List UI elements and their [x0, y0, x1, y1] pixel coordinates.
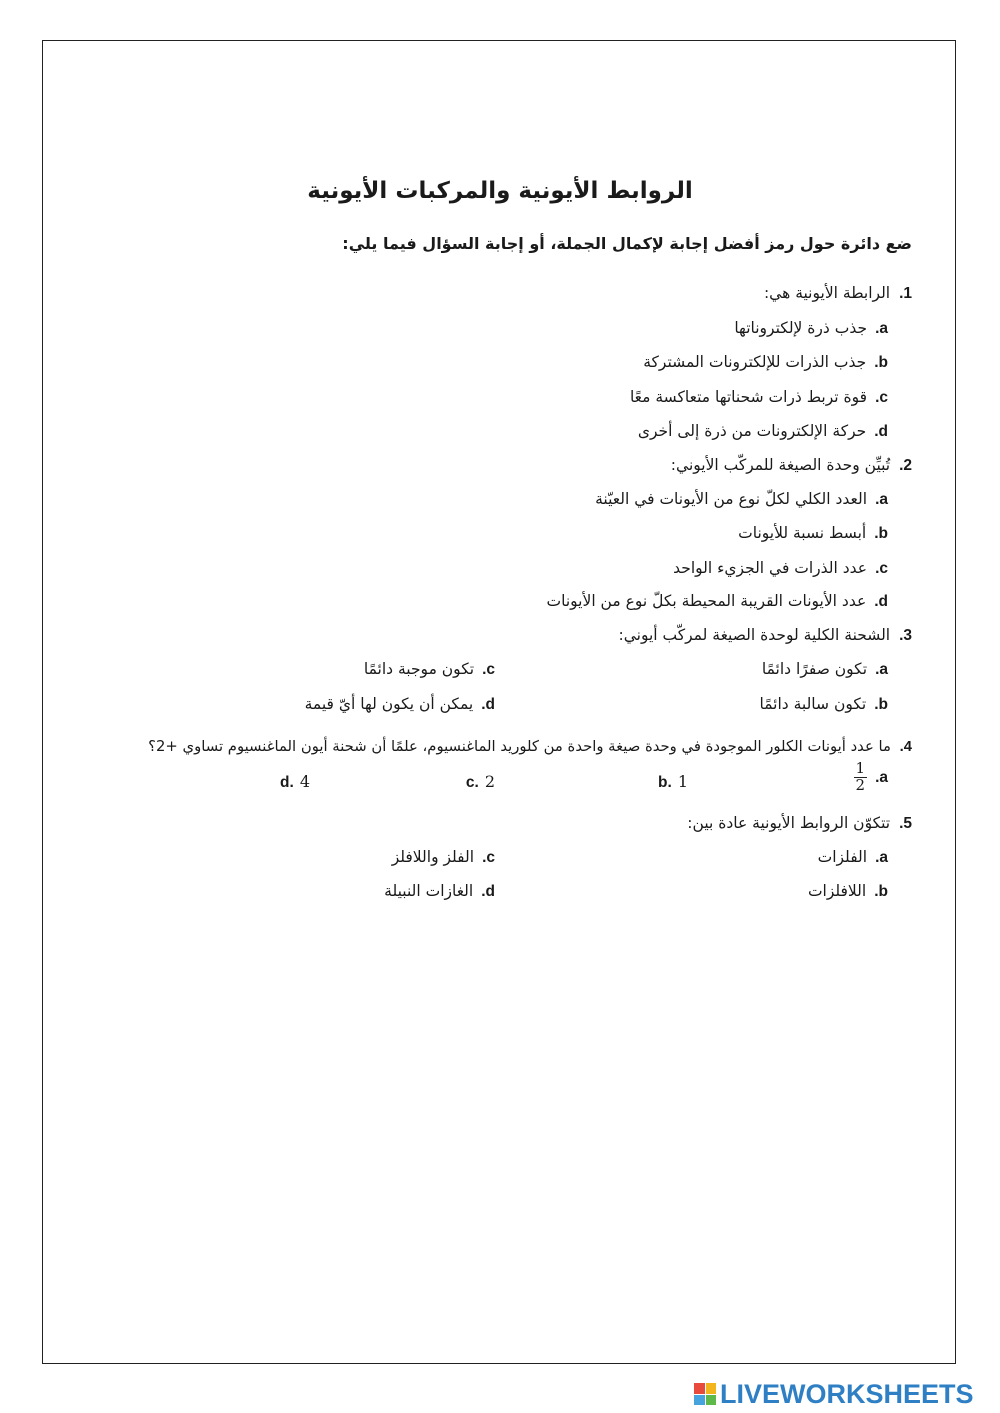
fraction-one-half: $\frac{1}{2}$ [855, 759, 866, 794]
option-letter: c. [482, 661, 495, 678]
q3-option-b[interactable] [759, 695, 888, 714]
option-text: عدد الذرات في الجزيء الواحد [673, 559, 868, 577]
q2-option-d[interactable] [547, 592, 888, 611]
worksheet-title: الروابط الأيونية والمركبات الأيونية [307, 178, 693, 204]
option-letter: c. [482, 849, 495, 866]
question-text: الرابطة الأيونية هي: [763, 284, 891, 302]
option-letter: b. [658, 774, 672, 791]
q5-option-a[interactable] [818, 848, 888, 867]
q5-option-b[interactable] [808, 882, 888, 901]
option-letter: a. [875, 491, 888, 508]
option-text: 2 [484, 772, 495, 791]
option-text: أبسط نسبة للأيونات [738, 524, 867, 542]
q1-option-c[interactable] [630, 388, 888, 407]
question-5 [687, 814, 912, 833]
instructions: ضع دائرة حول رمز أفضل إجابة لإكمال الجملة، أو إجابة السؤال فيما يلي: [342, 234, 912, 253]
question-text: تُبيِّن وحدة الصيغة للمركّب الأيوني: [670, 456, 891, 474]
option-letter: d. [481, 696, 495, 713]
q1-option-d[interactable] [638, 422, 888, 441]
q2-option-a[interactable] [595, 490, 888, 509]
option-letter: d. [481, 883, 495, 900]
question-3 [619, 626, 913, 645]
q5-option-c[interactable] [392, 848, 495, 867]
q4-option-b[interactable] [650, 772, 688, 792]
option-text: تكون موجبة دائمًا [363, 660, 475, 678]
question-4 [148, 738, 912, 755]
question-number: 2. [899, 457, 912, 474]
option-letter: a. [875, 849, 888, 866]
option-text: العدد الكلي لكلّ نوع من الأيونات في العيّنة [595, 490, 868, 508]
q4-option-c[interactable] [458, 772, 495, 792]
question-text: تتكوّن الروابط الأيونية عادة بين: [687, 814, 891, 832]
brand-text: LIVEWORKSHEETS [720, 1378, 974, 1409]
question-text: الشحنة الكلية لوحدة الصيغة لمركّب أيوني: [618, 626, 891, 644]
question-number: 3. [899, 627, 912, 644]
q5-option-d[interactable] [384, 882, 495, 901]
option-text: الفلزات [817, 848, 868, 866]
option-text: تكون سالبة دائمًا [759, 695, 867, 713]
q1-option-a[interactable] [734, 319, 888, 338]
q2-option-c[interactable] [673, 559, 888, 578]
option-letter: a. [875, 768, 888, 786]
option-letter: d. [874, 423, 888, 440]
option-letter: b. [874, 354, 888, 371]
option-text: الفلز واللافلز [391, 848, 475, 866]
question-2 [671, 456, 912, 475]
option-letter: b. [874, 696, 888, 713]
q1-option-b[interactable] [643, 353, 888, 372]
option-text: عدد الأيونات القريبة المحيطة بكلّ نوع من الأيونات [546, 592, 867, 610]
q4-option-d[interactable] [272, 772, 310, 792]
option-text: حركة الإلكترونات من ذرة إلى أخرى [637, 422, 867, 440]
q3-option-c[interactable] [364, 660, 495, 679]
liveworksheets-logo-icon [694, 1383, 716, 1405]
option-text: اللافلزات [807, 882, 867, 900]
option-letter: d. [280, 774, 294, 791]
option-letter: d. [874, 593, 888, 610]
question-number: 1. [899, 285, 912, 302]
option-letter: c. [465, 774, 479, 791]
q2-option-b[interactable] [738, 524, 888, 543]
option-letter: b. [874, 525, 888, 542]
question-text: ما عدد أيونات الكلور الموجودة في وحدة صيغة واحدة من كلوريد الماغنسيوم، علمًا أن شحنة أيون الماغنسيوم تساوي +2؟ [148, 738, 891, 755]
option-letter: a. [875, 661, 888, 678]
q3-option-a[interactable] [762, 660, 888, 679]
option-letter: b. [874, 883, 888, 900]
option-text: يمكن أن يكون لها أيّ قيمة [304, 695, 474, 713]
q4-option-a[interactable] [848, 761, 888, 794]
option-text: تكون صفرًا دائمًا [761, 660, 868, 678]
option-text: الغازات النبيلة [384, 882, 474, 900]
option-text: 1 [677, 772, 688, 791]
option-text: جذب الذرات للإلكترونات المشتركة [643, 353, 867, 371]
question-number: 4. [899, 739, 912, 755]
option-text: قوة تربط ذرات شحناتها متعاكسة معًا [629, 388, 868, 406]
option-text: 4 [299, 772, 310, 791]
liveworksheets-brand[interactable] [694, 1380, 994, 1408]
option-letter: c. [875, 389, 888, 406]
question-1 [764, 284, 912, 303]
option-letter: c. [875, 560, 888, 577]
option-text: جذب ذرة لإلكتروناتها [734, 319, 868, 337]
q3-option-d[interactable] [305, 695, 495, 714]
question-number: 5. [899, 815, 912, 832]
option-letter: a. [875, 320, 888, 337]
